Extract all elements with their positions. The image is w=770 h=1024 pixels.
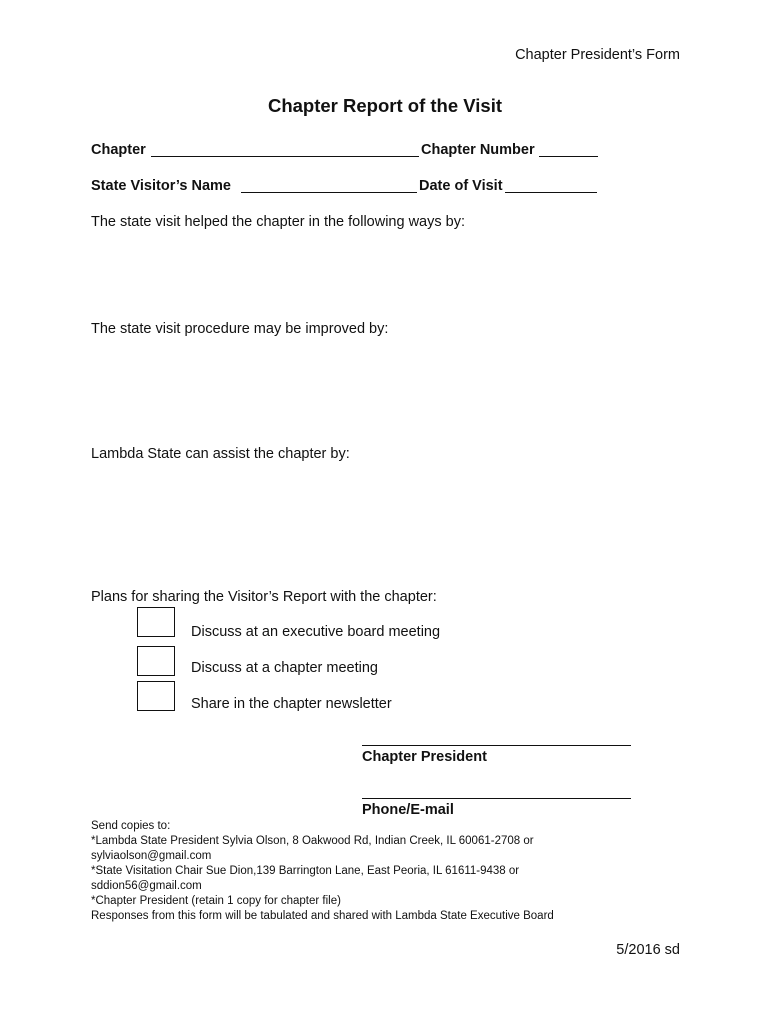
- date-label: Date of Visit: [419, 178, 503, 194]
- sharing-prompt: Plans for sharing the Visitor’s Report with the chapter:: [91, 589, 437, 605]
- checkbox-chapter-meeting[interactable]: [137, 646, 175, 676]
- question-helped: The state visit helped the chapter in the following ways by:: [91, 214, 465, 230]
- option-executive-board: Discuss at an executive board meeting: [191, 624, 441, 640]
- page-title: Chapter Report of the Visit: [267, 95, 502, 116]
- chapter-input-line[interactable]: [151, 156, 419, 157]
- contact-signature-line[interactable]: [362, 798, 631, 799]
- send-copies-line: sddion56@gmail.com: [91, 880, 202, 892]
- chapter-label: Chapter: [91, 142, 146, 158]
- date-input-line[interactable]: [505, 192, 597, 193]
- checkbox-newsletter[interactable]: [137, 681, 175, 711]
- revision-footer: 5/2016 sd: [616, 942, 680, 958]
- option-newsletter: Share in the chapter newsletter: [191, 696, 392, 712]
- send-copies-line: *Lambda State President Sylvia Olson, 8 Oakwood Rd, Indian Creek, IL 60061-2708 or: [91, 835, 534, 847]
- contact-label: Phone/E-mail: [362, 802, 454, 818]
- chapter-number-label: Chapter Number: [421, 142, 535, 158]
- form-name: Chapter President’s Form: [515, 47, 680, 63]
- send-copies-line: sylviaolson@gmail.com: [91, 850, 212, 862]
- visitor-name-label: State Visitor’s Name: [91, 178, 231, 194]
- option-chapter-meeting: Discuss at a chapter meeting: [191, 660, 378, 676]
- president-signature-line[interactable]: [362, 745, 631, 746]
- question-improved: The state visit procedure may be improved by:: [91, 321, 389, 337]
- send-copies-block: [91, 819, 554, 924]
- send-copies-heading: Send copies to:: [91, 820, 171, 832]
- visitor-name-input-line[interactable]: [241, 192, 417, 193]
- send-copies-line: Responses from this form will be tabulated and shared with Lambda State Executive Board: [91, 910, 554, 922]
- send-copies-line: *State Visitation Chair Sue Dion,139 Barrington Lane, East Peoria, IL 61611-9438 or: [91, 865, 520, 877]
- chapter-number-input-line[interactable]: [539, 156, 598, 157]
- president-label: Chapter President: [362, 749, 487, 765]
- checkbox-executive-board[interactable]: [137, 607, 175, 637]
- send-copies-line: *Chapter President (retain 1 copy for chapter file): [91, 895, 341, 907]
- question-assist: Lambda State can assist the chapter by:: [91, 446, 350, 462]
